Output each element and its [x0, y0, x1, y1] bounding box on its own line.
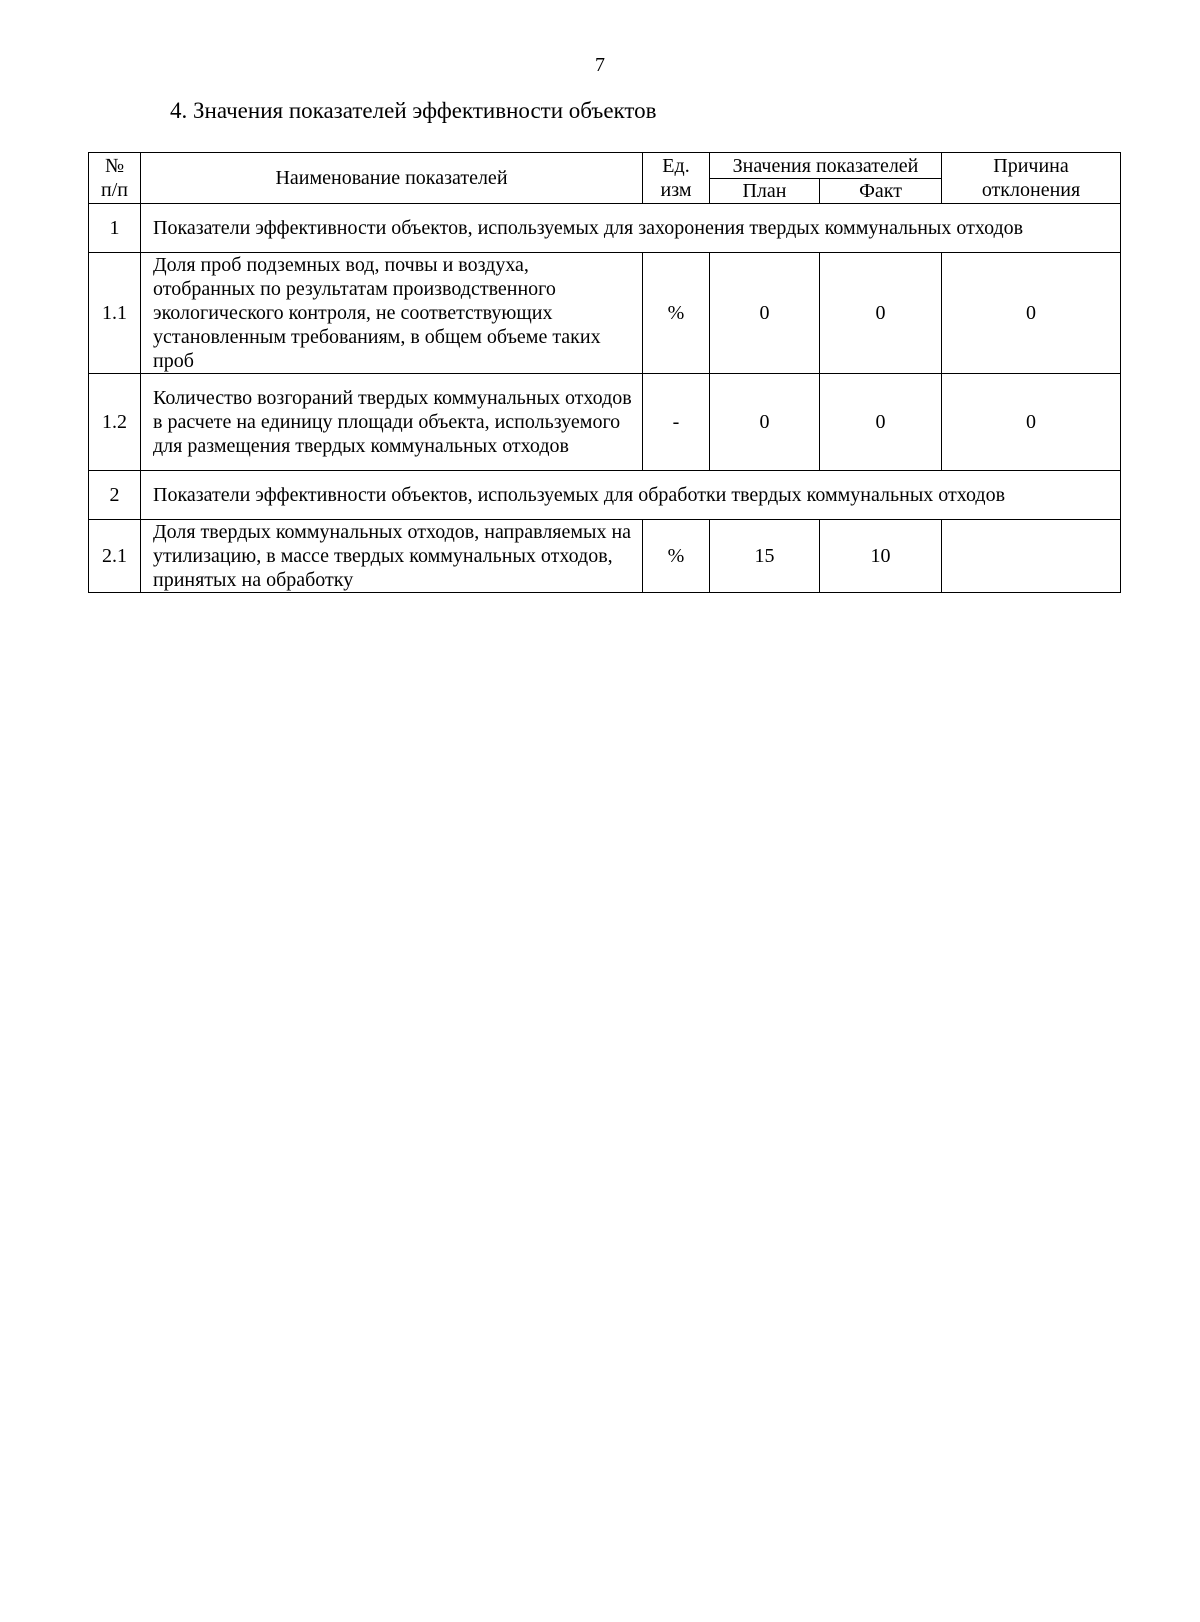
group-title: Показатели эффективности объектов, используемых для захоронения твердых коммунальных отходов	[141, 204, 1121, 253]
row-reason: 0	[942, 374, 1121, 471]
indicators-table	[88, 152, 1121, 593]
header-plan: План	[710, 179, 820, 204]
row-num: 1.2	[89, 374, 141, 471]
section-title: 4. Значения показателей эффективности объектов	[170, 98, 657, 123]
row-fact: 0	[820, 374, 942, 471]
group-row	[89, 204, 1121, 253]
row-num: 2.1	[89, 520, 141, 593]
row-reason	[942, 520, 1121, 593]
page-number: 7	[595, 54, 605, 76]
row-fact: 10	[820, 520, 942, 593]
row-num: 1.1	[89, 253, 141, 374]
header-name: Наименование показателей	[141, 153, 643, 204]
row-plan: 0	[710, 253, 820, 374]
group-title: Показатели эффективности объектов, используемых для обработки твердых коммунальных отходов	[141, 471, 1121, 520]
header-row	[89, 153, 1121, 179]
row-plan: 15	[710, 520, 820, 593]
header-num: № п/п	[89, 153, 141, 204]
table-row	[89, 253, 1121, 374]
group-num: 2	[89, 471, 141, 520]
row-unit: %	[643, 520, 710, 593]
row-unit: %	[643, 253, 710, 374]
header-values-group: Значения показателей	[710, 153, 942, 179]
group-row	[89, 471, 1121, 520]
row-plan: 0	[710, 374, 820, 471]
table-row	[89, 520, 1121, 593]
header-fact: Факт	[820, 179, 942, 204]
row-fact: 0	[820, 253, 942, 374]
header-reason: Причина отклонения	[942, 153, 1121, 204]
group-num: 1	[89, 204, 141, 253]
row-name: Доля твердых коммунальных отходов, направляемых на утилизацию, в массе твердых коммунальных отходов, принятых на обработку	[141, 520, 643, 593]
table-row	[89, 374, 1121, 471]
row-name: Количество возгораний твердых коммунальных отходов в расчете на единицу площади объекта, используемого для размещения твердых коммунальных отходов	[141, 374, 643, 471]
header-unit: Ед. изм	[643, 153, 710, 204]
row-reason: 0	[942, 253, 1121, 374]
row-name: Доля проб подземных вод, почвы и воздуха, отобранных по результатам производственного экологического контроля, не соответствующих установленным требованиям, в общем объеме таких проб	[141, 253, 643, 374]
row-unit: -	[643, 374, 710, 471]
